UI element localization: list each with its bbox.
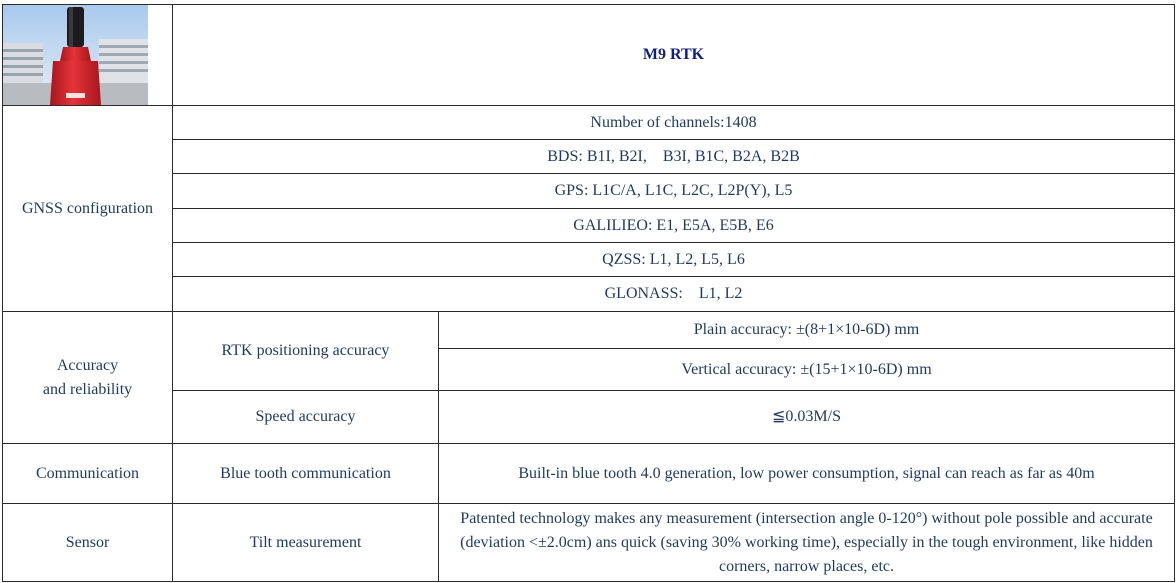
gnss-label: GNSS configuration [3,106,173,312]
accuracy-label [3,312,173,444]
speed-accuracy-value: ≦0.03M/S [439,391,1175,444]
gnss-bds: BDS: B1I, B2I, B3I, B1C, B2A, B2B [173,140,1175,174]
gnss-channels: Number of channels:1408 [173,106,1175,140]
plain-accuracy-value: Plain accuracy: ±(8+1×10-6D) mm [439,312,1175,349]
table-row [3,243,1175,277]
product-photo [3,5,148,105]
table-row [3,277,1175,312]
spec-table [2,4,1175,582]
gnss-gps: GPS: L1C/A, L1C, L2C, L2P(Y), L5 [173,174,1175,209]
table-row [3,209,1175,243]
table-row [3,106,1175,140]
bluetooth-value: Built-in blue tooth 4.0 generation, low power consumption, signal can reach as far as 40m [439,444,1175,504]
vertical-accuracy-value: Vertical accuracy: ±(15+1×10-6D) mm [439,349,1175,391]
gnss-qzss: QZSS: L1, L2, L5, L6 [173,243,1175,277]
table-row [3,391,1175,444]
accuracy-label-line2: and reliability [42,380,133,398]
tilt-label: Tilt measurement [173,504,439,582]
table-row [3,444,1175,504]
communication-label: Communication [3,444,173,504]
table-row [3,312,1175,349]
speed-accuracy-label: Speed accuracy [173,391,439,444]
table-row [3,504,1175,582]
table-row [3,174,1175,209]
sensor-label: Sensor [3,504,173,582]
gnss-glonass: GLONASS: L1, L2 [173,277,1175,312]
table-row [3,140,1175,174]
product-title: M9 RTK [173,5,1175,106]
bluetooth-label: Blue tooth communication [173,444,439,504]
tilt-value: Patented technology makes any measurement (intersection angle 0-120°) without pole possible and accurate (deviation <±2.0cm) ans quick (saving 30% working time), especially in the tough environment, like hidden corners, narrow places, etc. [439,504,1175,582]
rtk-accuracy-label: RTK positioning accuracy [173,312,439,391]
header-row [3,5,1175,106]
gnss-galileo: GALILIEO: E1, E5A, E5B, E6 [173,209,1175,243]
accuracy-label-line1: Accuracy [56,356,119,374]
product-image-cell [3,5,173,106]
